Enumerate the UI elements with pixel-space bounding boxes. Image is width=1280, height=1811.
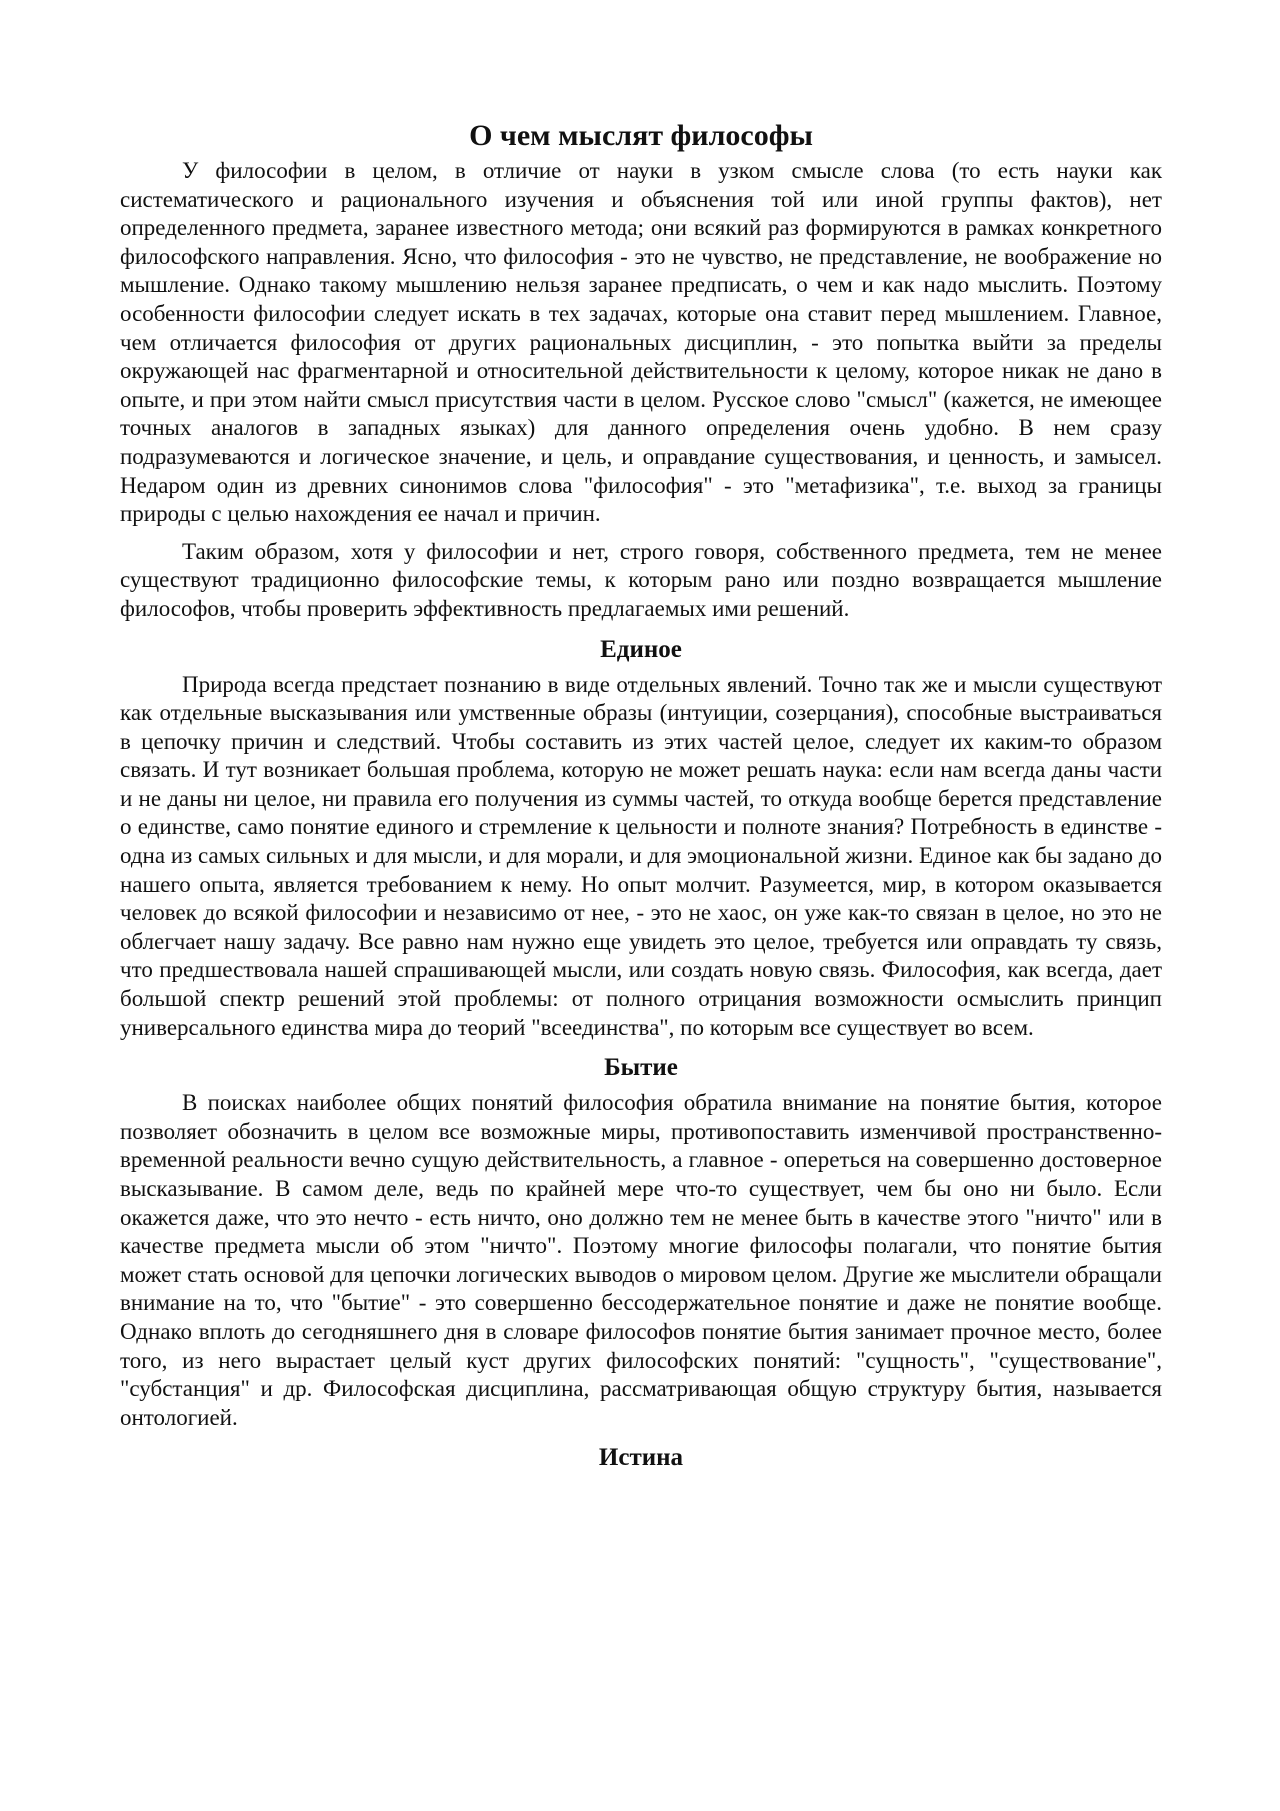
paragraph: У философии в целом, в отличие от науки в узком смысле слова (то есть науки как систематического и рационального изучения и объяснения той или иной группы фактов), нет определенного предмета, заранее известного метода; они всякий раз формируются в рамках конкретного философского направления. Ясно, что философия - это не чувство, не представление, не воображение но мышление. Однако такому мышлению нельзя заранее предписать, о чем и как надо мыслить. Поэтому особенности философии следует искать в тех задачах, которые она ставит перед мышлением. Главное, чем отличается философия от других рациональных дисциплин, - это попытка выйти за пределы окружающей нас фрагментарной и относительной действительности к целому, которое никак не дано в опыте, и при этом найти смысл присутствия части в целом. Русское слово "смысл" (кажется, не имеющее точных аналогов в западных языках) для данного определения очень удобно. В нем сразу подразумеваются и логическое значение, и цель, и оправдание существования, и ценность, и замысел. Недаром один из древних синонимов слова "философия" - это "метафизика", т.е. выход за границы природы с целью нахождения ее начал и причин. — [120, 158, 1162, 527]
paragraph: В поисках наиболее общих понятий философия обратила внимание на понятие бытия, которое позволяет обозначить в целом все возможные миры, противопоставить изменчивой пространственно-временной реальности вечно сущую действительность, а главное - опереться на совершенно достоверное высказывание. В самом деле, ведь по крайней мере что-то существует, чем бы оно ни было. Если окажется даже, что это нечто - есть ничто, оно должно тем не менее быть в качестве этого "ничто" или в качестве предмета мысли об этом "ничто". Поэтому многие философы полагали, что понятие бытия может стать основой для цепочки логических выводов о мировом целом. Другие же мыслители обращали внимание на то, что "бытие" - это совершенно бессодержательное понятие и даже не понятие вообще. Однако вплоть до сегодняшнего дня в словаре философов понятие бытия занимает прочное место, более того, из него вырастает целый куст других философских понятий: "сущность", "существование", "субстанция" и др. Философская дисциплина, рассматривающая общую структуру бытия, называется онтологией. — [120, 1090, 1162, 1430]
section-heading-bytie: Бытие — [604, 1054, 678, 1082]
section-heading-edinoe: Единое — [600, 635, 682, 663]
document-page — [120, 118, 1162, 1479]
page-title: О чем мыслят философы — [469, 119, 813, 152]
section-heading-istina: Истина — [598, 1444, 684, 1472]
paragraph: Таким образом, хотя у философии и нет, строго говоря, собственного предмета, тем не менее существуют традиционно философские темы, к которым рано или поздно возвращается мышление философов, чтобы проверить эффективность предлагаемых ими решений. — [120, 538, 1162, 621]
paragraph: Природа всегда предстает познанию в виде отдельных явлений. Точно так же и мысли существуют как отдельные высказывания или умственные образы (интуиции, созерцания), способные выстраиваться в цепочку причин и следствий. Чтобы составить из этих частей целое, следует их каким-то образом связать. И тут возникает большая проблема, которую не может решать наука: если нам всегда даны части и не даны ни целое, ни правила его получения из суммы частей, то откуда вообще берется представление о единстве, само понятие единого и стремление к цельности и полноте знания? Потребность в единстве - одна из самых сильных и для мысли, и для морали, и для эмоциональной жизни. Единое как бы задано до нашего опыта, является требованием к нему. Но опыт молчит. Разумеется, мир, в котором оказывается человек до всякой философии и независимо от нее, - это не хаос, он уже как-то связан в целое, но это не облегчает нашу задачу. Все равно нам нужно еще увидеть это целое, требуется или оправдать ту связь, что предшествовала нашей спрашивающей мысли, или создать новую связь. Философия, как всегда, дает большой спектр решений этой проблемы: от полного отрицания возможности осмыслить принцип универсального единства мира до теорий "всеединства", по которым все существует во всем. — [120, 671, 1162, 1040]
